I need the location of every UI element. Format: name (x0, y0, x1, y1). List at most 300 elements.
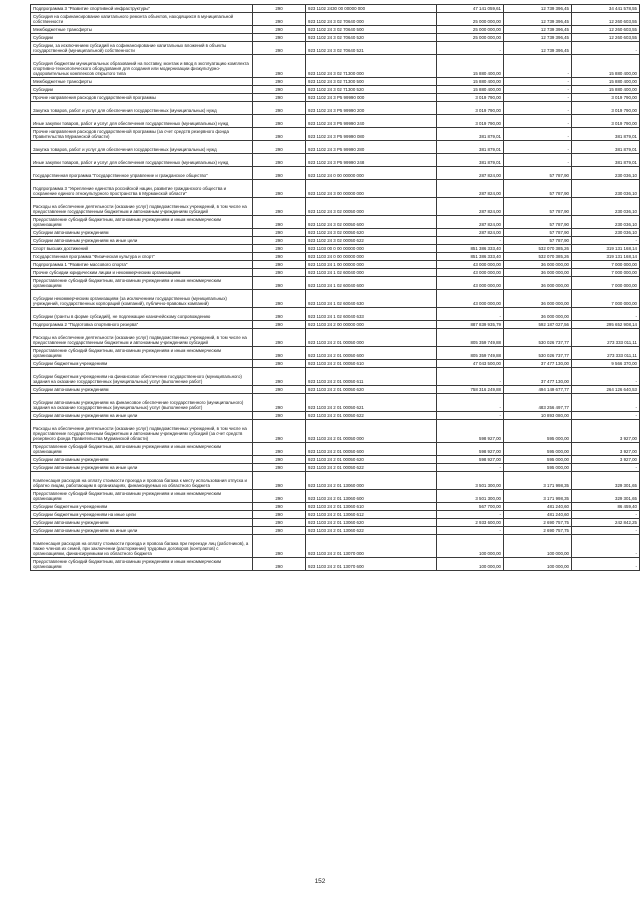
budget-table (30, 4, 640, 571)
row-admin-code: 290 (253, 412, 306, 420)
row-budget-classification-code: 923 1103 24 2 01 00050 000 (306, 329, 437, 347)
row-unexecuted-amount: - (572, 558, 640, 571)
row-approved-amount: 567 700,00 (437, 503, 504, 511)
row-budget-classification-code: 923 1102 24 3 02 70640 500 (306, 26, 437, 34)
table-row (31, 321, 640, 329)
row-description: Субсидия на софинансирование капитального ремонта объектов, находящихся в муниципальной собственности (31, 13, 253, 26)
row-description: Субсидии автономным учреждениям на иные цели (31, 464, 253, 472)
table-row (31, 180, 640, 198)
table-row (31, 269, 640, 277)
row-unexecuted-amount: 230 036,10 (572, 198, 640, 216)
row-approved-amount: 15 880 400,00 (437, 78, 504, 86)
row-admin-code: 290 (253, 229, 306, 237)
row-description: Закупка товаров, работ и услуг для обеспечения государственных (муниципальных) нужд (31, 141, 253, 154)
row-unexecuted-amount: 12 260 603,55 (572, 13, 640, 26)
row-budget-classification-code: 923 1103 24 2 01 00050 622 (306, 464, 437, 472)
table-row (31, 290, 640, 308)
table-row (31, 237, 640, 245)
row-admin-code: 290 (253, 368, 306, 386)
row-admin-code: 290 (253, 86, 306, 94)
row-approved-amount: - (437, 237, 504, 245)
row-unexecuted-amount: 12 260 603,55 (572, 34, 640, 42)
table-row (31, 394, 640, 412)
row-budget-classification-code: 923 1103 24 1 02 60040 633 (306, 308, 437, 321)
row-description: Предоставление субсидий бюджетным, автономным учреждениям и иным некоммерческим организациям (31, 490, 253, 503)
row-approved-amount: 805 359 749,88 (437, 329, 504, 347)
row-admin-code: 290 (253, 420, 306, 443)
row-approved-amount: 851 386 333,40 (437, 245, 504, 253)
row-unexecuted-amount: 34 441 578,55 (572, 5, 640, 13)
table-row (31, 464, 640, 472)
row-unexecuted-amount: 381 879,01 (572, 141, 640, 154)
row-approved-amount: 287 824,00 (437, 167, 504, 180)
row-executed-amount: - (504, 86, 572, 94)
row-unexecuted-amount: 230 036,10 (572, 180, 640, 198)
row-executed-amount: 12 739 396,45 (504, 13, 572, 26)
row-executed-amount: 532 070 385,26 (504, 253, 572, 261)
table-row (31, 128, 640, 141)
table-row (31, 102, 640, 115)
table-row (31, 420, 640, 443)
row-executed-amount: 36 000 000,00 (504, 269, 572, 277)
row-description: Иные закупки товаров, работ и услуг для обеспечения государственных (муниципальных) нужд (31, 115, 253, 128)
row-executed-amount: - (504, 94, 572, 102)
table-row (31, 141, 640, 154)
row-admin-code: 290 (253, 55, 306, 78)
row-budget-classification-code: 923 1102 24 3 02 71300 500 (306, 78, 437, 86)
row-admin-code: 290 (253, 141, 306, 154)
row-budget-classification-code: 923 1103 24 2 01 00050 622 (306, 412, 437, 420)
row-unexecuted-amount: 3 927,00 (572, 420, 640, 443)
row-executed-amount: 36 000 000,00 (504, 277, 572, 290)
table-row (31, 253, 640, 261)
row-description: Субсидии бюджетным учреждениям (31, 503, 253, 511)
table-row (31, 412, 640, 420)
row-approved-amount: 3 501 300,00 (437, 490, 504, 503)
row-budget-classification-code: 923 1102 24 3 02 00050 600 (306, 216, 437, 229)
row-approved-amount: 3 019 790,00 (437, 115, 504, 128)
row-budget-classification-code: 923 1103 24 2 01 00050 610 (306, 360, 437, 368)
row-approved-amount: 381 879,01 (437, 128, 504, 141)
row-admin-code: 290 (253, 503, 306, 511)
row-description: Прочие направления расходов государственной программы (за счет средств резервного фонда Правительства Мурманской области) (31, 128, 253, 141)
row-description: Субсидии автономным учреждениям на иные цели (31, 237, 253, 245)
row-budget-classification-code: 923 1103 24 2 01 00050 600 (306, 443, 437, 456)
row-executed-amount: 12 739 396,45 (504, 34, 572, 42)
row-unexecuted-amount: 3 927,00 (572, 456, 640, 464)
page-number: 152 (314, 878, 326, 885)
row-budget-classification-code: 923 1102 24 0 00 00000 000 (306, 167, 437, 180)
row-description: Субсидии (31, 86, 253, 94)
row-approved-amount: 3 019 790,00 (437, 94, 504, 102)
row-approved-amount: - (437, 42, 504, 55)
row-unexecuted-amount: 3 019 790,00 (572, 102, 640, 115)
row-admin-code: 290 (253, 102, 306, 115)
row-description: Государственная программа "Физическая культура и спорт" (31, 253, 253, 261)
row-approved-amount: 100 000,00 (437, 558, 504, 571)
row-description: Субсидии (гранты в форме субсидий), не подлежащие казначейскому сопровождению (31, 308, 253, 321)
row-executed-amount: 595 000,00 (504, 443, 572, 456)
row-executed-amount: 532 070 385,26 (504, 245, 572, 253)
row-unexecuted-amount: - (572, 535, 640, 558)
row-description: Прочие направления расходов государственной программы (31, 94, 253, 102)
row-description: Государственная программа "Государственное управление и гражданское общество" (31, 167, 253, 180)
row-admin-code: 290 (253, 535, 306, 558)
table-row (31, 55, 640, 78)
row-unexecuted-amount: 15 880 400,00 (572, 86, 640, 94)
row-approved-amount: 287 824,00 (437, 229, 504, 237)
row-unexecuted-amount: 3 019 790,00 (572, 94, 640, 102)
row-approved-amount: 43 000 000,00 (437, 269, 504, 277)
row-approved-amount: 43 000 000,00 (437, 277, 504, 290)
row-budget-classification-code: 923 1103 24 2 01 00050 611 (306, 368, 437, 386)
row-unexecuted-amount: 295 652 908,14 (572, 321, 640, 329)
row-budget-classification-code: 923 1103 24 2 00 00000 000 (306, 321, 437, 329)
table-row (31, 277, 640, 290)
row-approved-amount: 43 000 000,00 (437, 261, 504, 269)
row-unexecuted-amount: 7 000 000,00 (572, 269, 640, 277)
row-executed-amount: - (504, 115, 572, 128)
row-approved-amount: 2 933 600,00 (437, 519, 504, 527)
row-admin-code: 290 (253, 13, 306, 26)
table-row (31, 229, 640, 237)
row-approved-amount: - (437, 412, 504, 420)
row-description: Подпрограмма 3 "Развитие спортивной инфраструктуры" (31, 5, 253, 13)
row-budget-classification-code: 923 1103 24 1 02 60040 000 (306, 269, 437, 277)
row-admin-code: 290 (253, 558, 306, 571)
row-executed-amount: - (504, 78, 572, 86)
row-admin-code: 290 (253, 42, 306, 55)
row-executed-amount: 3 171 998,35 (504, 472, 572, 490)
table-row (31, 86, 640, 94)
row-executed-amount: 592 187 027,56 (504, 321, 572, 329)
row-budget-classification-code: 923 1103 24 2 01 00050 621 (306, 394, 437, 412)
row-admin-code: 290 (253, 128, 306, 141)
row-approved-amount: 805 359 749,88 (437, 347, 504, 360)
row-unexecuted-amount: - (572, 527, 640, 535)
row-description: Межбюджетные трансферты (31, 78, 253, 86)
row-unexecuted-amount: 9 566 370,00 (572, 360, 640, 368)
row-approved-amount: 598 927,00 (437, 420, 504, 443)
row-description: Предоставление субсидий бюджетным, автономным учреждениям и иным некоммерческим организациям (31, 216, 253, 229)
row-description: Предоставление субсидий бюджетным, автономным учреждениям и иным некоммерческим организациям (31, 277, 253, 290)
row-approved-amount: - (437, 394, 504, 412)
row-executed-amount: 2 690 757,75 (504, 519, 572, 527)
row-executed-amount: 37 477 130,00 (504, 360, 572, 368)
row-budget-classification-code: 923 1103 24 2 01 13060 000 (306, 472, 437, 490)
row-admin-code: 290 (253, 472, 306, 490)
row-unexecuted-amount: 12 260 603,55 (572, 26, 640, 34)
row-unexecuted-amount: 264 126 640,53 (572, 386, 640, 394)
row-budget-classification-code: 923 1103 24 2 01 00050 600 (306, 347, 437, 360)
row-admin-code: 290 (253, 115, 306, 128)
row-executed-amount: - (504, 128, 572, 141)
row-executed-amount: 57 787,90 (504, 237, 572, 245)
row-approved-amount: 3 501 300,00 (437, 472, 504, 490)
row-admin-code: 290 (253, 245, 306, 253)
table-row (31, 456, 640, 464)
row-budget-classification-code: 923 1102 24 3 00 00000 000 (306, 180, 437, 198)
row-admin-code: 290 (253, 237, 306, 245)
table-row (31, 308, 640, 321)
row-approved-amount: 3 019 790,00 (437, 102, 504, 115)
row-unexecuted-amount: 15 880 400,00 (572, 55, 640, 78)
row-executed-amount: 100 000,00 (504, 535, 572, 558)
row-admin-code: 290 (253, 386, 306, 394)
row-description: Предоставление субсидий бюджетным, автономным учреждениям и иным некоммерческим организациям (31, 443, 253, 456)
table-row (31, 42, 640, 55)
row-budget-classification-code: 923 1103 24 1 00 00000 000 (306, 261, 437, 269)
row-approved-amount: 287 824,00 (437, 216, 504, 229)
row-approved-amount: 887 839 935,79 (437, 321, 504, 329)
row-admin-code: 290 (253, 360, 306, 368)
row-admin-code: 290 (253, 5, 306, 13)
row-description: Компенсация расходов на оплату стоимости проезда и провоза багажа к месту использования отпуска и обратно лицам, работающим в организациях, финансируемых из областного бюджета (31, 472, 253, 490)
row-budget-classification-code: 923 1102 24 3 02 70640 000 (306, 13, 437, 26)
table-row (31, 527, 640, 535)
row-unexecuted-amount: 7 000 000,00 (572, 261, 640, 269)
table-row (31, 368, 640, 386)
row-approved-amount: 25 000 000,00 (437, 26, 504, 34)
row-budget-classification-code: 923 1102 24 3 02 00050 622 (306, 237, 437, 245)
row-budget-classification-code: 923 1102 24 3 Р5 99990 248 (306, 154, 437, 167)
row-budget-classification-code: 923 1102 24 3 02 71300 520 (306, 86, 437, 94)
row-unexecuted-amount: 381 879,01 (572, 154, 640, 167)
row-executed-amount: 595 000,00 (504, 420, 572, 443)
row-budget-classification-code: 923 1103 24 2 01 13060 610 (306, 503, 437, 511)
row-description: Предоставление субсидий бюджетным, автономным учреждениям и иным некоммерческим организациям (31, 347, 253, 360)
row-description: Расходы на обеспечение деятельности (оказание услуг) подведомственных учреждений, в том числе на предоставление государственным бюджетным и автономным учреждениям субсидий (31, 198, 253, 216)
row-executed-amount: 57 787,90 (504, 216, 572, 229)
row-admin-code: 290 (253, 154, 306, 167)
row-executed-amount: 12 739 396,45 (504, 5, 572, 13)
row-executed-amount: 530 026 737,77 (504, 347, 572, 360)
table-row (31, 26, 640, 34)
row-description: Субсидии автономным учреждениям (31, 229, 253, 237)
row-unexecuted-amount: 7 000 000,00 (572, 290, 640, 308)
row-executed-amount: 100 000,00 (504, 558, 572, 571)
table-row (31, 34, 640, 42)
row-executed-amount: 10 893 080,00 (504, 412, 572, 420)
row-description: Субсидии автономным учреждениям на иные цели (31, 412, 253, 420)
row-approved-amount: 381 879,01 (437, 154, 504, 167)
row-budget-classification-code: 923 1103 24 2 01 13060 612 (306, 511, 437, 519)
row-executed-amount: 595 000,00 (504, 464, 572, 472)
row-admin-code: 290 (253, 253, 306, 261)
row-unexecuted-amount: 242 842,25 (572, 519, 640, 527)
table-row (31, 535, 640, 558)
row-unexecuted-amount: 230 036,10 (572, 167, 640, 180)
row-unexecuted-amount: 3 019 790,00 (572, 115, 640, 128)
row-executed-amount: 3 171 998,35 (504, 490, 572, 503)
row-approved-amount: 598 927,00 (437, 456, 504, 464)
row-approved-amount: 287 824,00 (437, 180, 504, 198)
row-admin-code: 290 (253, 290, 306, 308)
row-unexecuted-amount: 329 301,65 (572, 472, 640, 490)
table-row (31, 472, 640, 490)
row-approved-amount: 851 386 333,40 (437, 253, 504, 261)
row-unexecuted-amount: - (572, 511, 640, 519)
row-admin-code: 290 (253, 216, 306, 229)
row-unexecuted-amount: 273 333 011,11 (572, 329, 640, 347)
row-executed-amount: 57 787,90 (504, 229, 572, 237)
row-budget-classification-code: 923 1103 24 2 01 13060 620 (306, 519, 437, 527)
row-budget-classification-code: 923 1103 24 2 01 00050 000 (306, 420, 437, 443)
table-row (31, 245, 640, 253)
row-admin-code: 290 (253, 443, 306, 456)
row-admin-code: 290 (253, 308, 306, 321)
row-budget-classification-code: 923 1102 24 3 02 71300 000 (306, 55, 437, 78)
table-row (31, 216, 640, 229)
row-description: Субсидии автономным учреждениям (31, 456, 253, 464)
row-executed-amount: 530 026 737,77 (504, 329, 572, 347)
row-executed-amount: 37 477 130,00 (504, 368, 572, 386)
row-description: Субсидии автономным учреждениям на финансовое обеспечение государственного (муниципального) задания на оказание государственных (муниципальных) услуг (выполнение работ) (31, 394, 253, 412)
row-admin-code: 290 (253, 456, 306, 464)
budget-table-wrapper (30, 4, 639, 571)
row-budget-classification-code: 923 1102 24 3 Р5 99990 280 (306, 141, 437, 154)
row-unexecuted-amount: 329 301,65 (572, 490, 640, 503)
row-description: Субсидии автономным учреждениям на иные цели (31, 527, 253, 535)
row-approved-amount: - (437, 464, 504, 472)
row-executed-amount: - (504, 141, 572, 154)
row-approved-amount: 15 880 400,00 (437, 86, 504, 94)
row-approved-amount: 15 880 400,00 (437, 55, 504, 78)
row-admin-code: 290 (253, 321, 306, 329)
row-budget-classification-code: 923 1103 24 0 00 00000 000 (306, 253, 437, 261)
table-row (31, 490, 640, 503)
row-executed-amount: 483 256 497,77 (504, 394, 572, 412)
table-row (31, 329, 640, 347)
row-approved-amount: 758 316 249,88 (437, 386, 504, 394)
row-description: Субсидии бюджетным учреждениям на иные цели (31, 511, 253, 519)
row-budget-classification-code: 923 1102 2430 00 00000 000 (306, 5, 437, 13)
row-approved-amount: 47 043 500,00 (437, 360, 504, 368)
row-unexecuted-amount: - (572, 308, 640, 321)
table-row (31, 443, 640, 456)
row-unexecuted-amount: 319 131 168,14 (572, 245, 640, 253)
row-description: Субсидии некоммерческим организациям (за исключением государственных (муниципальных) учреждений, государственных корпораций (компаний), публично-правовых компаний) (31, 290, 253, 308)
row-admin-code: 290 (253, 527, 306, 535)
row-executed-amount: - (504, 102, 572, 115)
row-admin-code: 290 (253, 511, 306, 519)
row-description: Расходы на обеспечение деятельности (оказание услуг) подведомственных учреждений, в том числе на предоставление государственным бюджетным и автономным учреждениям субсидий (31, 329, 253, 347)
row-executed-amount: 595 000,00 (504, 456, 572, 464)
row-admin-code: 290 (253, 261, 306, 269)
row-budget-classification-code: 923 1102 24 3 Р5 99990 000 (306, 94, 437, 102)
budget-table-body (31, 5, 640, 571)
table-row (31, 519, 640, 527)
row-admin-code: 290 (253, 34, 306, 42)
row-approved-amount: 287 824,00 (437, 198, 504, 216)
row-approved-amount: - (437, 308, 504, 321)
row-unexecuted-amount: - (572, 42, 640, 55)
row-admin-code: 290 (253, 78, 306, 86)
table-row (31, 5, 640, 13)
table-row (31, 94, 640, 102)
row-budget-classification-code: 923 1102 24 3 02 00050 620 (306, 229, 437, 237)
row-executed-amount: 494 149 677,77 (504, 386, 572, 394)
row-executed-amount: 36 000 000,00 (504, 290, 572, 308)
table-row (31, 198, 640, 216)
row-executed-amount: 36 000 000,00 (504, 308, 572, 321)
row-description: Субсидии бюджетным учреждениям (31, 360, 253, 368)
table-row (31, 347, 640, 360)
table-row (31, 386, 640, 394)
table-row (31, 154, 640, 167)
table-row (31, 511, 640, 519)
row-executed-amount: 57 787,90 (504, 180, 572, 198)
row-budget-classification-code: 923 1103 24 2 01 13070 000 (306, 535, 437, 558)
row-budget-classification-code: 923 1103 24 1 02 60040 600 (306, 277, 437, 290)
row-budget-classification-code: 923 1102 24 3 Р5 99990 240 (306, 115, 437, 128)
row-approved-amount: 47 141 059,61 (437, 5, 504, 13)
row-admin-code: 290 (253, 277, 306, 290)
row-admin-code: 290 (253, 26, 306, 34)
row-description: Иные закупки товаров, работ и услуг для обеспечения государственных (муниципальных) нужд (31, 154, 253, 167)
row-executed-amount: 12 739 396,45 (504, 26, 572, 34)
row-budget-classification-code: 923 1103 00 0 00 00000 000 (306, 245, 437, 253)
row-budget-classification-code: 923 1103 24 2 01 13060 600 (306, 490, 437, 503)
row-description: Расходы на обеспечение деятельности (оказание услуг) подведомственных учреждений, в том числе на предоставление государственным бюджетным и автономным учреждениям субсидий (за счет средств резервного фонда Правительства Мурманской области) (31, 420, 253, 443)
table-row (31, 558, 640, 571)
row-admin-code: 290 (253, 347, 306, 360)
row-executed-amount: 36 000 000,00 (504, 261, 572, 269)
row-description: Субсидии автономным учреждениям (31, 386, 253, 394)
row-budget-classification-code: 923 1102 24 3 02 00050 000 (306, 198, 437, 216)
row-admin-code: 290 (253, 198, 306, 216)
row-description: Субсидии (31, 34, 253, 42)
row-executed-amount: 57 787,90 (504, 198, 572, 216)
row-description: Предоставление субсидий бюджетным, автономным учреждениям и иным некоммерческим организациям (31, 558, 253, 571)
row-approved-amount: 25 000 000,00 (437, 34, 504, 42)
row-approved-amount: - (437, 511, 504, 519)
table-row (31, 167, 640, 180)
row-description: Подпрограмма 2 "Подготовка спортивного резерва" (31, 321, 253, 329)
row-approved-amount: - (437, 368, 504, 386)
row-approved-amount: 43 000 000,00 (437, 290, 504, 308)
row-description: Субсидии бюджетным учреждениям на финансовое обеспечение государственного (муниципального) задания на оказание государственных (муниципальных) услуг (выполнение работ) (31, 368, 253, 386)
row-budget-classification-code: 923 1103 24 2 01 13060 622 (306, 527, 437, 535)
row-description: Подпрограмма 1 "Развитие массового спорта" (31, 261, 253, 269)
row-admin-code: 290 (253, 94, 306, 102)
row-admin-code: 290 (253, 394, 306, 412)
row-admin-code: 290 (253, 519, 306, 527)
row-description: Прочие субсидии юридическим лицам и некоммерческим организациям (31, 269, 253, 277)
row-description: Субсидии, за исключением субсидий на софинансирование капитальных вложений в объекты государственной (муниципальной) собственности (31, 42, 253, 55)
row-unexecuted-amount: 230 036,10 (572, 229, 640, 237)
row-budget-classification-code: 923 1102 24 3 02 70640 521 (306, 42, 437, 55)
row-admin-code: 290 (253, 269, 306, 277)
row-admin-code: 290 (253, 464, 306, 472)
row-unexecuted-amount: - (572, 412, 640, 420)
row-unexecuted-amount: 381 879,01 (572, 128, 640, 141)
row-description: Субсидии автономным учреждениям (31, 519, 253, 527)
row-description: Спорт высших достижений (31, 245, 253, 253)
table-row (31, 78, 640, 86)
row-budget-classification-code: 923 1103 24 2 01 00050 620 (306, 386, 437, 394)
row-unexecuted-amount: - (572, 237, 640, 245)
table-row (31, 360, 640, 368)
row-unexecuted-amount: 15 880 400,00 (572, 78, 640, 86)
table-row (31, 503, 640, 511)
row-admin-code: 290 (253, 167, 306, 180)
row-admin-code: 290 (253, 490, 306, 503)
row-description: Субсидия бюджетам муниципальных образований на поставку, монтаж и ввод в эксплуатацию комплекта спортивно-технологического оборудования для создания или модернизации физкультурно-оздоровительных комплексов открытого типа (31, 55, 253, 78)
row-approved-amount: - (437, 527, 504, 535)
row-budget-classification-code: 923 1102 24 3 02 70640 520 (306, 34, 437, 42)
table-row (31, 115, 640, 128)
